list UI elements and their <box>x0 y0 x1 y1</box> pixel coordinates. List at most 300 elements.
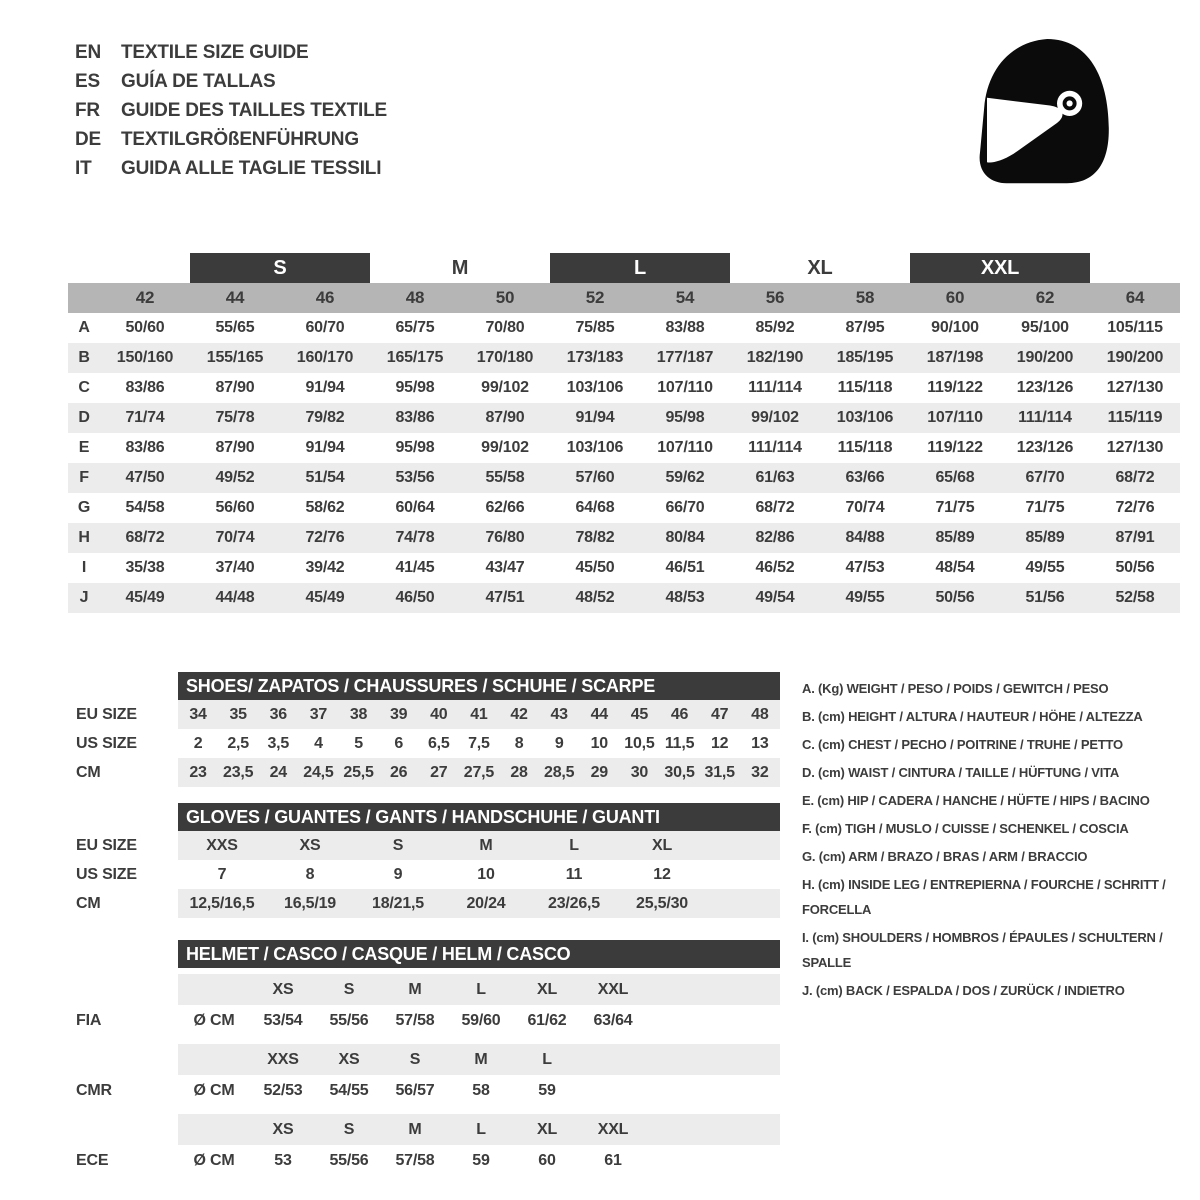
row-label: I <box>81 559 87 576</box>
helmet-size: XXS <box>250 1044 316 1075</box>
size-cell: 16,5/19 <box>266 889 354 918</box>
measurement-cell: 47/51 <box>460 583 550 613</box>
measurement-row-H <box>68 523 1180 553</box>
measurement-cell: 49/54 <box>730 583 820 613</box>
size-cell: XL <box>618 831 706 860</box>
helmet-value: 55/56 <box>329 1151 369 1169</box>
measurement-cell: 107/110 <box>657 439 713 456</box>
measurement-row-G <box>68 493 1180 523</box>
size-group-S: S <box>190 253 370 283</box>
diameter-label: Ø CM <box>193 1011 235 1029</box>
measurement-cell: 91/94 <box>305 439 345 456</box>
size-cell: 28 <box>499 758 539 787</box>
diameter-label: Ø CM <box>193 1151 235 1169</box>
language-code: ES <box>75 71 100 92</box>
size-cell: 11 <box>565 865 583 883</box>
helmet-values-row <box>178 1145 780 1176</box>
measurement-cell: 107/110 <box>910 403 1000 433</box>
size-group-XXL: XXL <box>910 253 1090 283</box>
filler-cell <box>646 1044 780 1075</box>
shoes-us-size-label: US SIZE <box>76 735 137 752</box>
size-cell: 9 <box>554 734 564 752</box>
diameter-spacer <box>178 974 250 1005</box>
measurement-cell: 185/195 <box>820 343 910 373</box>
shoes-title-bar: SHOES/ ZAPATOS / CHAUSSURES / SCHUHE / SCARPE <box>178 672 780 700</box>
size-cell: 7 <box>217 865 227 883</box>
measurement-cell: 190/200 <box>1000 343 1090 373</box>
legend-item: J. (cm) BACK / ESPALDA / DOS / ZURÜCK / INDIETRO <box>802 983 1125 998</box>
language-label: TEXTILGRÖßENFÜHRUNG <box>121 129 359 150</box>
bottom-section <box>68 672 1180 1184</box>
size-cell: 48 <box>740 700 780 729</box>
measurement-cell: 76/80 <box>460 523 550 553</box>
measurement-cell: 83/86 <box>125 379 165 396</box>
measurement-cell: 55/58 <box>460 463 550 493</box>
measurement-cell: 75/78 <box>190 403 280 433</box>
shoes-eu-size-label: EU SIZE <box>76 706 137 723</box>
helmet-value: 63/64 <box>593 1011 633 1029</box>
language-row <box>75 96 387 125</box>
helmet-size: XXL <box>580 1114 646 1145</box>
helmet-standard-cmr-label: CMR <box>76 1082 112 1099</box>
measurement-cell: 111/114 <box>748 439 802 456</box>
measurement-row-F <box>68 463 1180 493</box>
measurement-cell: 90/100 <box>931 319 979 336</box>
measurement-cell: 49/55 <box>1025 559 1065 576</box>
size-cell: 12 <box>710 734 729 752</box>
measurement-cell: 190/200 <box>1090 343 1180 373</box>
size-cell: 6 <box>394 734 404 752</box>
shoes-section <box>68 672 780 787</box>
accessory-tables <box>68 672 780 1184</box>
helmet-value: 59 <box>472 1151 490 1169</box>
helmet-standard-ece-label: ECE <box>76 1152 109 1169</box>
language-label: GUIDA ALLE TAGLIE TESSILI <box>121 158 382 179</box>
measurement-cell: 50/56 <box>910 583 1000 613</box>
size-cell: 39 <box>379 700 419 729</box>
size-cell: 8 <box>514 734 524 752</box>
size-cell: 44 <box>579 700 619 729</box>
measurement-cell: 48/52 <box>550 583 640 613</box>
measurement-cell: 61/63 <box>730 463 820 493</box>
measurement-cell: 60/70 <box>305 319 345 336</box>
size-cell: 24,5 <box>298 758 338 787</box>
measurement-cell: 123/126 <box>1016 439 1074 456</box>
measurement-cell: 68/72 <box>100 523 190 553</box>
size-number: 42 <box>100 283 190 313</box>
size-cell: 41 <box>459 700 499 729</box>
size-cell: 34 <box>178 700 218 729</box>
helmet-table-FIA <box>178 974 780 1036</box>
size-cell: 12,5/16,5 <box>178 889 266 918</box>
measurement-cell: 35/38 <box>125 559 165 576</box>
size-cell: 2,5 <box>227 734 250 752</box>
measurement-cell: 70/74 <box>845 499 885 516</box>
measurement-cell: 111/114 <box>748 379 802 396</box>
size-cell: 45 <box>619 700 659 729</box>
size-number: 60 <box>910 283 1000 313</box>
legend-item: A. (Kg) WEIGHT / PESO / POIDS / GEWITCH / PESO <box>802 681 1109 696</box>
language-code: EN <box>75 42 101 63</box>
helmet-value: 54/55 <box>329 1081 369 1099</box>
filler-cell <box>646 974 780 1005</box>
gloves-table <box>178 831 780 918</box>
measurement-cell: 170/180 <box>460 343 550 373</box>
measurement-cell: 83/86 <box>125 439 165 456</box>
measurement-cell: 48/53 <box>640 583 730 613</box>
legend-item: I. (cm) SHOULDERS / HOMBROS / ÉPAULES / SCHULTERN / SPALLE <box>802 930 1163 970</box>
size-cell: 28,5 <box>539 758 579 787</box>
helmet-size <box>580 1044 646 1075</box>
measurement-cell: 64/68 <box>575 499 615 516</box>
corner-cell <box>68 253 100 283</box>
size-cell: 23/26,5 <box>530 889 618 918</box>
legend-item: H. (cm) INSIDE LEG / ENTREPIERNA / FOURCHE / SCHRITT / FORCELLA <box>802 877 1166 917</box>
legend-item: D. (cm) WAIST / CINTURA / TAILLE / HÜFTUNG / VITA <box>802 765 1120 780</box>
row-label: B <box>68 343 100 373</box>
size-cell: S <box>354 831 442 860</box>
measurement-cell: 71/74 <box>100 403 190 433</box>
measurement-cell: 37/40 <box>215 559 255 576</box>
measurement-cell: 150/160 <box>100 343 190 373</box>
measurement-row-B <box>68 343 1180 373</box>
measurement-cell: 115/119 <box>1090 403 1180 433</box>
measurement-cell: 83/86 <box>370 403 460 433</box>
row-label: F <box>68 463 100 493</box>
size-table-row <box>178 729 780 758</box>
size-cell: 25,5/30 <box>618 889 706 918</box>
helmet-size: XS <box>250 1114 316 1145</box>
measurement-row-D <box>68 403 1180 433</box>
size-number: 46 <box>280 283 370 313</box>
size-cell: 9 <box>393 865 403 883</box>
measurement-cell: 95/98 <box>395 379 435 396</box>
measurement-cell: 54/58 <box>125 499 165 516</box>
measurement-cell: 107/110 <box>657 379 713 396</box>
measurement-cell: 46/50 <box>370 583 460 613</box>
measurement-cell: 44/48 <box>190 583 280 613</box>
helmet-value: 52/53 <box>263 1081 303 1099</box>
size-cell: 3,5 <box>267 734 290 752</box>
shoes-row-labels <box>68 672 178 787</box>
measurement-cell: 72/76 <box>280 523 370 553</box>
size-cell: 42 <box>499 700 539 729</box>
helmet-size: M <box>448 1044 514 1075</box>
language-row <box>75 67 387 96</box>
size-cell: 12 <box>653 865 671 883</box>
measurement-cell: 60/64 <box>395 499 435 516</box>
measurement-cell: 74/78 <box>370 523 460 553</box>
measurement-cell: 99/102 <box>481 379 529 396</box>
size-number: 52 <box>550 283 640 313</box>
size-number: 64 <box>1090 283 1180 313</box>
filler-cell <box>646 1145 780 1176</box>
measurement-cell: 71/75 <box>1025 499 1065 516</box>
legend-item: G. (cm) ARM / BRAZO / BRAS / ARM / BRACCIO <box>802 849 1088 864</box>
measurement-cell: 39/42 <box>305 559 345 576</box>
measurement-cell: 49/55 <box>820 583 910 613</box>
helmet-values-row <box>178 1075 780 1106</box>
measurement-cell: 79/82 <box>280 403 370 433</box>
measurement-cell: 49/52 <box>190 463 280 493</box>
size-cell: 13 <box>751 734 769 752</box>
row-label: D <box>68 403 100 433</box>
measurement-cell: 99/102 <box>730 403 820 433</box>
measurement-cell: 72/76 <box>1115 499 1155 516</box>
gloves-row-labels <box>68 803 178 918</box>
corner-cell <box>68 283 100 313</box>
measurement-cell: 67/70 <box>1000 463 1090 493</box>
measurement-row-A <box>68 313 1180 343</box>
helmet-value: 61/62 <box>527 1011 567 1029</box>
apparel-table <box>68 253 1180 613</box>
helmet-size: M <box>382 974 448 1005</box>
size-table-row <box>178 860 780 889</box>
size-numbers-row <box>68 283 1180 313</box>
gloves-us-size-label: US SIZE <box>76 866 137 883</box>
measurement-cell: 59/62 <box>640 463 730 493</box>
shoes-size-table <box>178 700 780 787</box>
row-label: C <box>78 379 90 396</box>
size-group-XL: XL <box>807 256 833 279</box>
language-list <box>75 38 387 183</box>
helmet-value: 60 <box>538 1151 556 1169</box>
size-cell: 23,5 <box>218 758 258 787</box>
measurement-cell: 105/115 <box>1107 319 1163 336</box>
helmet-value: 53/54 <box>263 1011 303 1029</box>
size-cell: 11,5 <box>664 734 695 752</box>
size-cell: 46 <box>660 700 700 729</box>
measurement-cell: 87/90 <box>460 403 550 433</box>
helmet-size: L <box>514 1044 580 1075</box>
size-cell: 4 <box>314 734 323 752</box>
measurement-cell: 173/183 <box>550 343 640 373</box>
measurement-row-C <box>68 373 1180 403</box>
edge-cell <box>1090 253 1180 283</box>
size-cell: 5 <box>354 734 363 752</box>
measurement-cell: 87/90 <box>215 379 255 396</box>
size-number: 62 <box>1000 283 1090 313</box>
size-cell: 7,5 <box>468 734 490 752</box>
size-cell: M <box>442 831 530 860</box>
measurement-cell: 51/54 <box>280 463 370 493</box>
measurement-cell: 115/118 <box>837 379 893 396</box>
measurement-cell: 75/85 <box>575 319 615 336</box>
measurement-cell: 45/49 <box>280 583 370 613</box>
measurement-cell: 85/89 <box>910 523 1000 553</box>
size-cell: XXS <box>178 831 266 860</box>
measurement-row-E <box>68 433 1180 463</box>
helmet-value: 58 <box>472 1081 490 1099</box>
measurement-cell: 45/50 <box>575 559 615 576</box>
gloves-size-table <box>178 831 780 918</box>
measurement-cell: 91/94 <box>305 379 345 396</box>
helmet-size: XL <box>514 1114 580 1145</box>
measurement-cell: 95/100 <box>1021 319 1069 336</box>
measurement-cell: 87/95 <box>845 319 885 336</box>
measurement-cell: 155/165 <box>190 343 280 373</box>
diameter-spacer <box>178 1114 250 1145</box>
measurement-cell: 46/52 <box>755 559 795 576</box>
gloves-cm-label: CM <box>76 895 101 912</box>
measurement-cell: 50/60 <box>125 319 165 336</box>
measurement-cell: 43/47 <box>485 559 525 576</box>
helmet-size: XL <box>514 974 580 1005</box>
measurement-cell: 115/118 <box>837 439 893 456</box>
edge-cell <box>100 253 190 283</box>
helmet-value: 53 <box>274 1151 292 1169</box>
measurement-cell: 56/60 <box>215 499 255 516</box>
helmet-values-row <box>178 1005 780 1036</box>
size-number: 54 <box>640 283 730 313</box>
size-table-row <box>178 700 780 729</box>
measurement-cell: 103/106 <box>820 403 910 433</box>
language-label: GUÍA DE TALLAS <box>121 71 276 92</box>
helmet-size: M <box>382 1114 448 1145</box>
measurement-cell: 50/56 <box>1115 559 1155 576</box>
measurement-row-J <box>68 583 1180 613</box>
measurement-legend <box>802 672 1174 1184</box>
helmet-size: L <box>448 1114 514 1145</box>
language-label: GUIDE DES TAILLES TEXTILE <box>121 100 387 121</box>
language-row <box>75 38 387 67</box>
size-cell: 30 <box>619 758 659 787</box>
helmet-subtables <box>178 974 780 1176</box>
helmet-table-CMR <box>178 1044 780 1106</box>
measurement-cell: 53/56 <box>370 463 460 493</box>
helmet-value: 55/56 <box>329 1011 369 1029</box>
measurement-cell: 87/91 <box>1090 523 1180 553</box>
size-cell: 2 <box>193 734 203 752</box>
size-cell: 6,5 <box>427 734 450 752</box>
helmet-sizes-row <box>178 1044 780 1075</box>
size-number: 58 <box>820 283 910 313</box>
measurement-cell: 160/170 <box>280 343 370 373</box>
measurement-cell: 119/122 <box>927 379 983 396</box>
measurement-cell: 165/175 <box>370 343 460 373</box>
size-group-L: L <box>550 253 730 283</box>
size-group-M: M <box>451 256 469 279</box>
size-number: 50 <box>460 283 550 313</box>
measurement-cell: 103/106 <box>566 439 624 456</box>
size-cell: 8 <box>305 865 315 883</box>
legend-item: F. (cm) TIGH / MUSLO / CUISSE / SCHENKEL / COSCIA <box>802 821 1129 836</box>
diameter-spacer <box>178 1044 250 1075</box>
helmet-size: L <box>448 974 514 1005</box>
helmet-standard-fia-label: FIA <box>76 1012 102 1029</box>
shoes-cm-label: CM <box>76 764 101 781</box>
language-row <box>75 125 387 154</box>
measurement-cell: 95/98 <box>640 403 730 433</box>
size-cell: 26 <box>379 758 419 787</box>
helmet-size: S <box>316 974 382 1005</box>
size-cell: 18/21,5 <box>354 889 442 918</box>
row-label: H <box>68 523 100 553</box>
size-number: 48 <box>370 283 460 313</box>
measurement-cell: 99/102 <box>481 439 529 456</box>
measurement-cell: 45/49 <box>100 583 190 613</box>
filler-cell <box>706 889 780 918</box>
measurement-cell: 66/70 <box>665 499 705 516</box>
measurement-cell: 84/88 <box>820 523 910 553</box>
legend-item: B. (cm) HEIGHT / ALTURA / HAUTEUR / HÖHE / ALTEZZA <box>802 709 1143 724</box>
measurement-cell: 85/92 <box>755 319 795 336</box>
measurement-cell: 80/84 <box>640 523 730 553</box>
measurement-cell: 111/114 <box>1000 403 1090 433</box>
size-cell: 10 <box>590 734 609 752</box>
helmet-row-labels <box>68 940 178 1184</box>
measurement-cell: 182/190 <box>730 343 820 373</box>
measurement-cell: 187/198 <box>910 343 1000 373</box>
size-table-row <box>178 889 780 918</box>
legend-item: C. (cm) CHEST / PECHO / POITRINE / TRUHE / PETTO <box>802 737 1123 752</box>
size-number: 56 <box>730 283 820 313</box>
helmet-value: 59 <box>538 1081 556 1099</box>
diameter-label: Ø CM <box>193 1081 235 1099</box>
row-label: E <box>78 439 90 456</box>
measurement-row-I <box>68 553 1180 583</box>
measurement-cell: 85/89 <box>1000 523 1090 553</box>
measurement-cell: 48/54 <box>935 559 975 576</box>
size-cell: 20/24 <box>442 889 530 918</box>
measurement-cell: 95/98 <box>395 439 435 456</box>
size-groups-row <box>68 253 1180 283</box>
size-number: 44 <box>190 283 280 313</box>
size-cell: L <box>530 831 618 860</box>
helmet-sizes-row <box>178 1114 780 1145</box>
size-table-row <box>178 758 780 787</box>
helmet-value: 57/58 <box>395 1151 435 1169</box>
measurement-cell: 78/82 <box>550 523 640 553</box>
helmet-sizes-row <box>178 974 780 1005</box>
apparel-size-section <box>68 253 1180 613</box>
measurement-cell: 177/187 <box>640 343 730 373</box>
filler-cell <box>706 860 780 889</box>
measurement-cell: 63/66 <box>820 463 910 493</box>
size-cell: 10,5 <box>624 734 655 752</box>
helmet-size: XS <box>316 1044 382 1075</box>
size-cell: 29 <box>579 758 619 787</box>
gloves-section <box>68 803 780 918</box>
size-cell: 36 <box>258 700 298 729</box>
filler-cell <box>646 1114 780 1145</box>
helmet-section <box>68 940 780 1184</box>
measurement-cell: 83/88 <box>665 319 705 336</box>
measurement-cell: 70/80 <box>485 319 525 336</box>
size-cell: 27 <box>419 758 459 787</box>
size-cell: 31,5 <box>700 758 740 787</box>
language-row <box>75 154 387 183</box>
measurement-cell: 71/75 <box>935 499 975 516</box>
language-code: FR <box>75 100 100 121</box>
gloves-eu-size-label: EU SIZE <box>76 837 137 854</box>
measurement-cell: 70/74 <box>190 523 280 553</box>
size-cell: 43 <box>539 700 579 729</box>
size-cell: 27,5 <box>459 758 499 787</box>
measurement-cell: 57/60 <box>550 463 640 493</box>
size-cell: 25,5 <box>339 758 379 787</box>
language-code: DE <box>75 129 101 150</box>
measurement-cell: 55/65 <box>215 319 255 336</box>
measurement-cell: 103/106 <box>566 379 624 396</box>
size-cell: 30,5 <box>660 758 700 787</box>
measurement-cell: 68/72 <box>1090 463 1180 493</box>
helmet-value: 57/58 <box>395 1011 435 1029</box>
measurement-cell: 123/126 <box>1016 379 1074 396</box>
measurement-cell: 127/130 <box>1106 379 1164 396</box>
racing-helmet-icon <box>966 28 1134 209</box>
measurement-cell: 87/90 <box>215 439 255 456</box>
